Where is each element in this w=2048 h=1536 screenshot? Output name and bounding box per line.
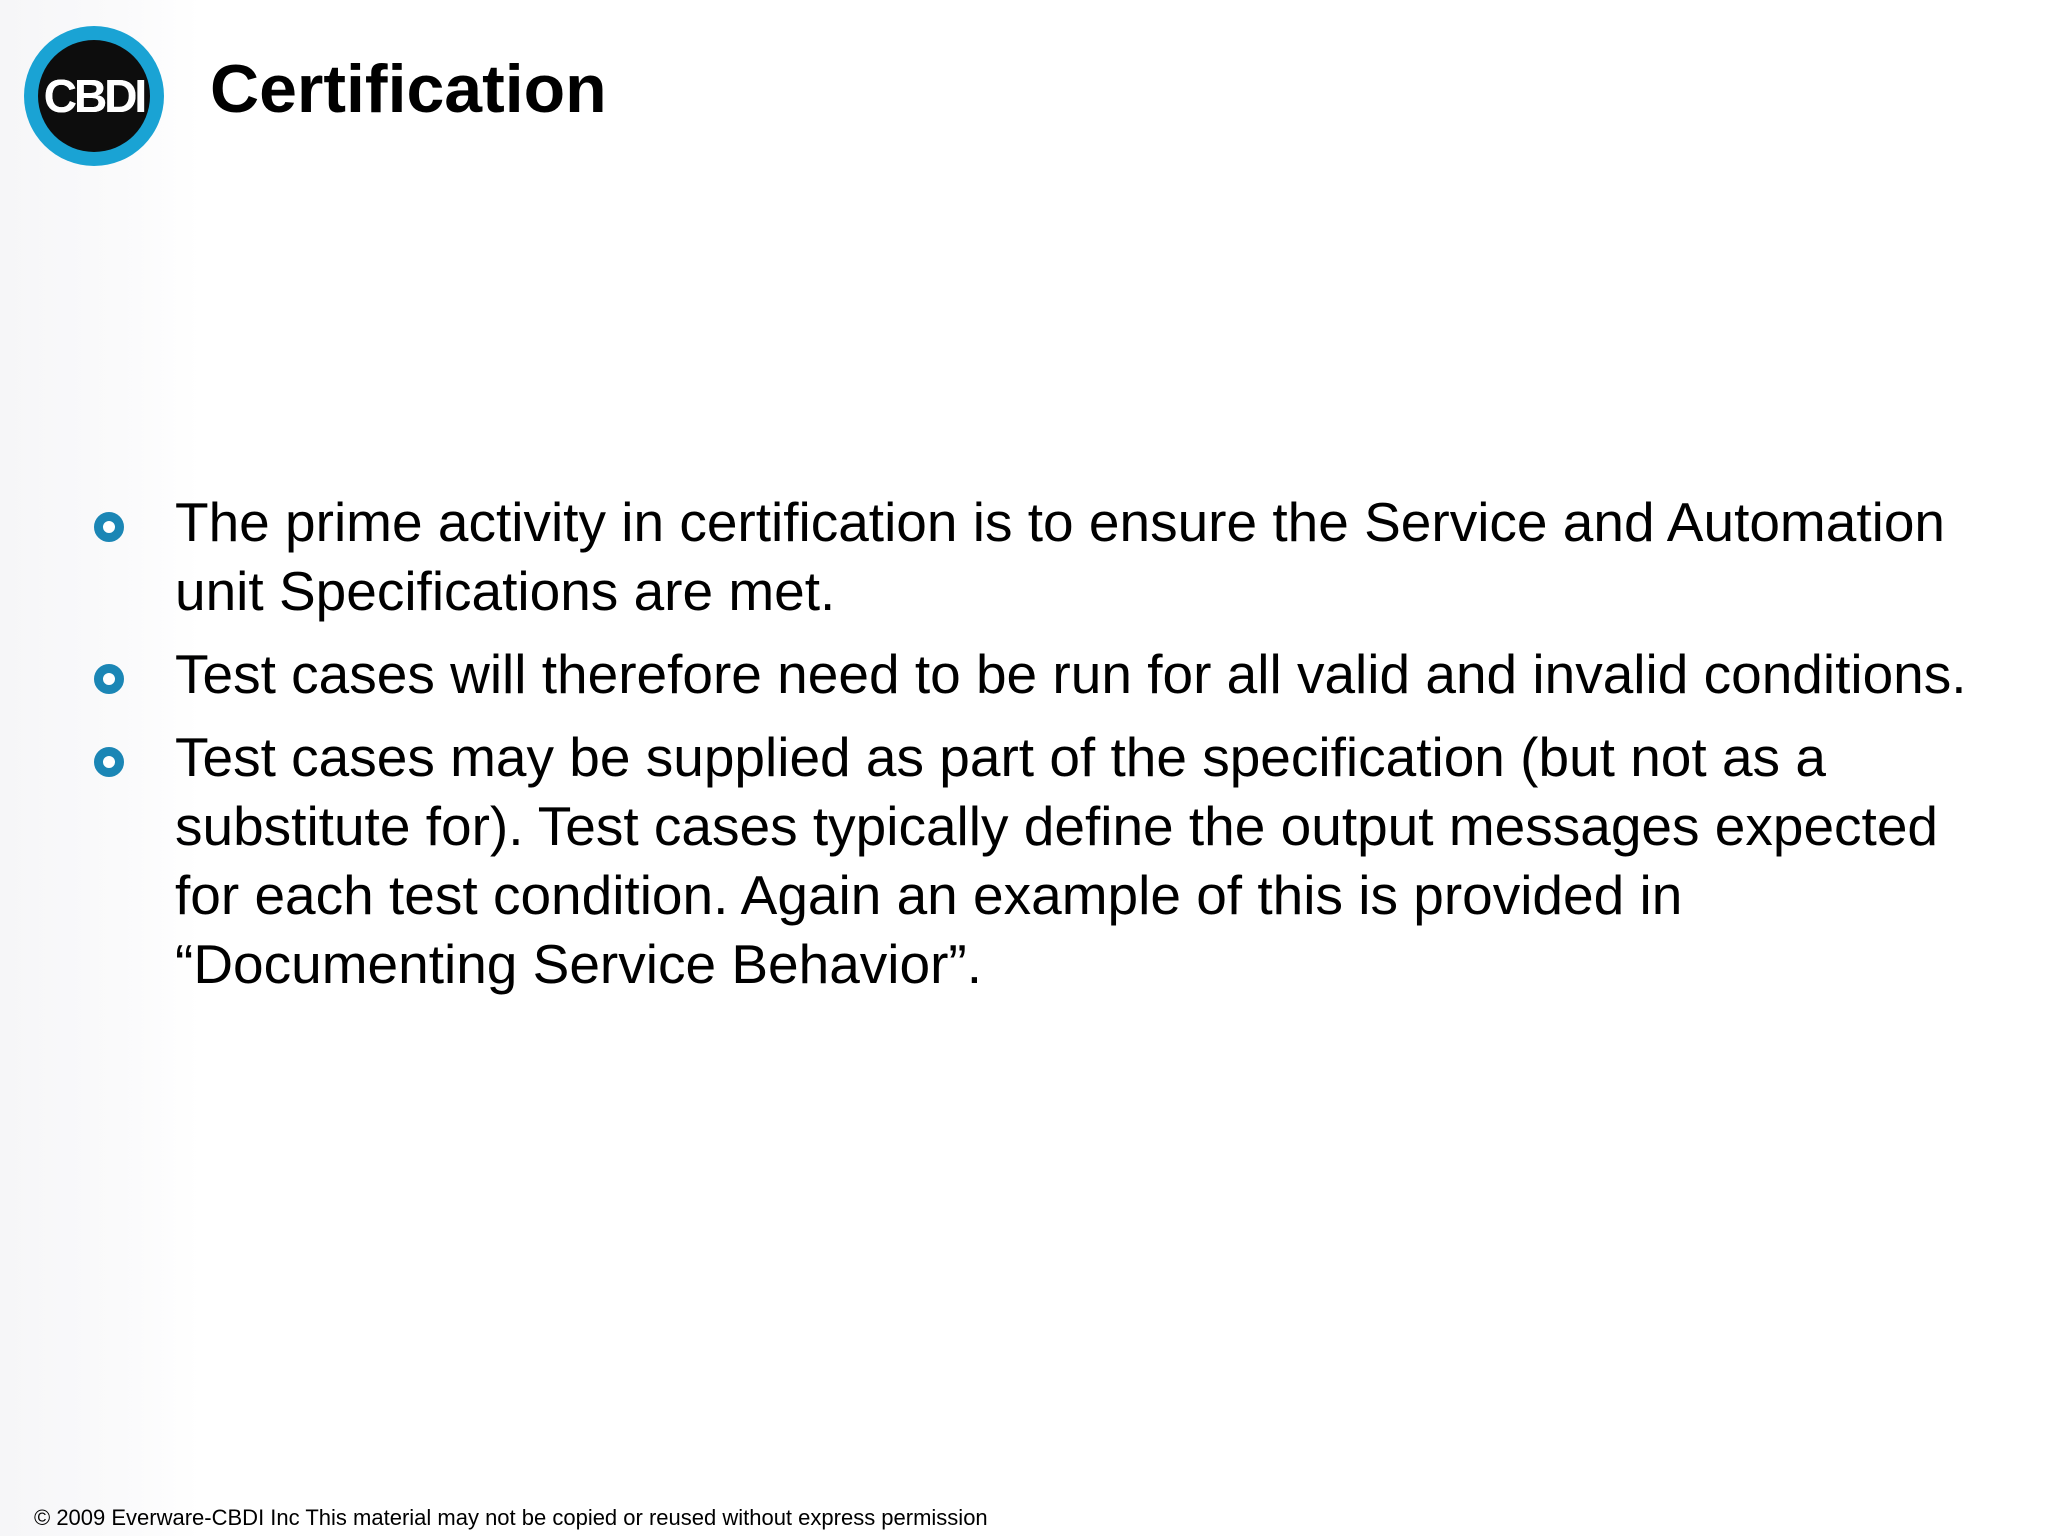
bullet-ring-icon [94, 664, 124, 694]
slide-title: Certification [210, 51, 607, 127]
copyright-footer: © 2009 Everware-CBDI Inc This material may not be copied or reused without express permission [34, 1505, 988, 1530]
logo-core [38, 40, 150, 152]
cbdi-logo [24, 26, 164, 166]
bullet-text: Test cases will therefore need to be run for all valid and invalid conditions. [175, 643, 1967, 705]
bullet-ring-icon [94, 747, 124, 777]
bullet-text: The prime activity in certification is to ensure the Service and Automation unit Specifications are met. [175, 491, 1946, 622]
bullet-text: Test cases may be supplied as part of the specification (but not as a substitute for). Test cases typically define the output messages expected for each test condition. Again an example of this is provided in “Documenting Service Behavior”. [175, 726, 1939, 995]
logo-text: CBDI [43, 70, 145, 122]
bullet-ring-icon [94, 512, 124, 542]
bullet-item [90, 723, 1970, 999]
bullet-item [90, 488, 1970, 626]
bullet-item [90, 640, 1970, 709]
bullet-list [90, 488, 1970, 1013]
